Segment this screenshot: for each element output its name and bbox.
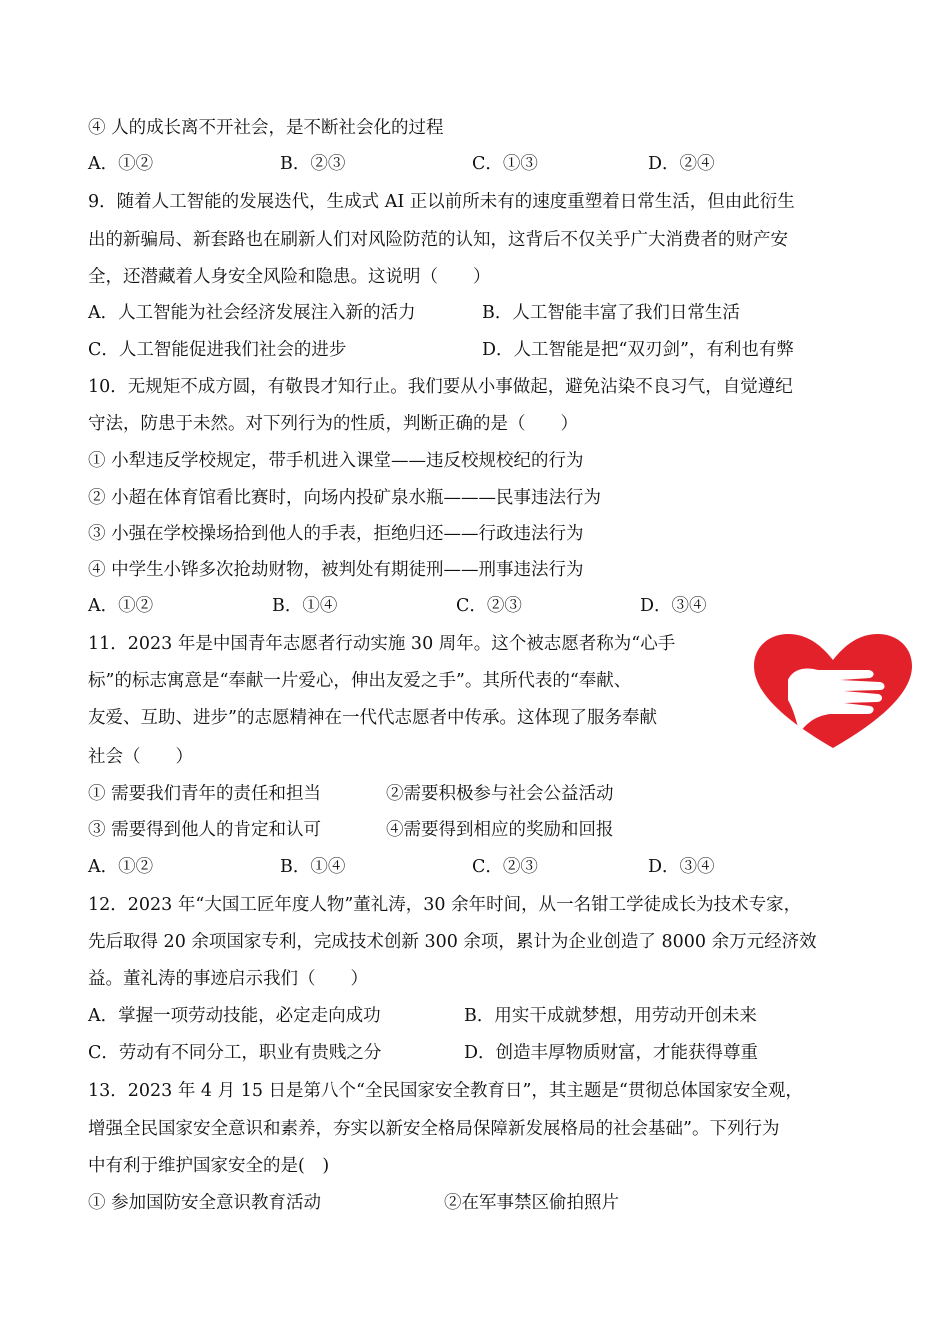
- q11-item-4: ④需要得到相应的奖励和回报: [386, 820, 614, 840]
- q11-stem-line-4: 社会（ ）: [88, 747, 193, 767]
- q11-option-c: C．②③: [472, 857, 538, 877]
- q8-option-a: A．①②: [88, 154, 154, 174]
- q11-stem-line-2: 标”的标志寓意是“奉献一片爱心，伸出友爱之手”。其所代表的“奉献、: [88, 671, 632, 691]
- q10-stem-line-1: 10．无规矩不成方圆，有敬畏才知行止。我们要从小事做起，避免沾染不良习气，自觉遵纪: [88, 377, 793, 397]
- q10-stem-line-2: 守法，防患于未然。对下列行为的性质，判断正确的是（ ）: [88, 414, 578, 434]
- q10-option-a: A．①②: [88, 596, 154, 616]
- q10-item-2: ② 小超在体育馆看比赛时，向场内投矿泉水瓶———民事违法行为: [88, 488, 602, 508]
- q13-stem-line-3: 中有利于维护国家安全的是( ): [88, 1156, 330, 1176]
- q9-stem-line-2: 出的新骗局、新套路也在刷新人们对风险防范的认知，这背后不仅关乎广大消费者的财产安: [88, 230, 788, 250]
- q12-option-b: B．用实干成就梦想，用劳动开创未来: [464, 1006, 757, 1026]
- q10-option-d: D．③④: [640, 596, 707, 616]
- q12-stem-line-1: 12．2023 年“大国工匠年度人物”董礼涛，30 余年时间，从一名钳工学徒成长为技术专家，: [88, 895, 802, 915]
- q11-stem-line-1: 11．2023 年是中国青年志愿者行动实施 30 周年。这个被志愿者称为“心手: [88, 634, 676, 654]
- q9-stem-line-1: 9．随着人工智能的发展迭代，生成式 AI 正以前所未有的速度重塑着日常生活，但由此衍生: [88, 192, 795, 212]
- q13-item-1: ① 参加国防安全意识教育活动: [88, 1193, 322, 1213]
- q8-option-b: B．②③: [280, 154, 346, 174]
- heart-hand-logo: [748, 630, 918, 755]
- q10-option-c: C．②③: [456, 596, 522, 616]
- q12-option-d: D．创造丰厚物质财富，才能获得尊重: [464, 1043, 759, 1063]
- q11-item-3: ③ 需要得到他人的肯定和认可: [88, 820, 322, 840]
- q12-stem-line-2: 先后取得 20 余项国家专利，完成技术创新 300 余项，累计为企业创造了 8000 余万元经济效: [88, 932, 817, 952]
- q13-stem-line-1: 13．2023 年 4 月 15 日是第八个“全民国家安全教育日”，其主题是“贯彻总体国家安全观，: [88, 1081, 803, 1101]
- q8-option-d: D．②④: [648, 154, 715, 174]
- q11-option-b: B．①④: [280, 857, 346, 877]
- q11-option-d: D．③④: [648, 857, 715, 877]
- q11-item-1: ① 需要我们青年的责任和担当: [88, 784, 322, 804]
- q10-item-1: ① 小犁违反学校规定，带手机进入课堂——违反校规校纪的行为: [88, 451, 584, 471]
- q10-item-4: ④ 中学生小铧多次抢劫财物，被判处有期徒刑——刑事违法行为: [88, 560, 584, 580]
- q12-option-a: A．掌握一项劳动技能，必定走向成功: [88, 1006, 381, 1026]
- q13-stem-line-2: 增强全民国家安全意识和素养，夯实以新安全格局保障新发展格局的社会基础”。下列行为: [88, 1119, 780, 1139]
- q11-option-a: A．①②: [88, 857, 154, 877]
- q8-option-c: C．①③: [472, 154, 538, 174]
- q13-item-2: ②在军事禁区偷拍照片: [444, 1193, 619, 1213]
- q12-option-c: C．劳动有不同分工，职业有贵贱之分: [88, 1043, 382, 1063]
- q10-item-3: ③ 小强在学校操场拾到他人的手表，拒绝归还——行政违法行为: [88, 524, 584, 544]
- q10-option-b: B．①④: [272, 596, 338, 616]
- q9-option-b: B．人工智能丰富了我们日常生活: [482, 303, 740, 323]
- q9-stem-line-3: 全，还潜藏着人身安全风险和隐患。这说明（ ）: [88, 267, 491, 287]
- q9-option-c: C．人工智能促进我们社会的进步: [88, 340, 347, 360]
- q9-option-d: D．人工智能是把“双刃剑”，有利也有弊: [482, 340, 794, 360]
- q9-option-a: A．人工智能为社会经济发展注入新的活力: [88, 303, 416, 323]
- q11-item-2: ②需要积极参与社会公益活动: [386, 784, 614, 804]
- q8-item-4: ④ 人的成长离不开社会，是不断社会化的过程: [88, 118, 444, 138]
- q12-stem-line-3: 益。董礼涛的事迹启示我们（ ）: [88, 969, 368, 989]
- q11-stem-line-3: 友爱、互助、进步”的志愿精神在一代代志愿者中传承。这体现了服务奉献: [88, 708, 657, 728]
